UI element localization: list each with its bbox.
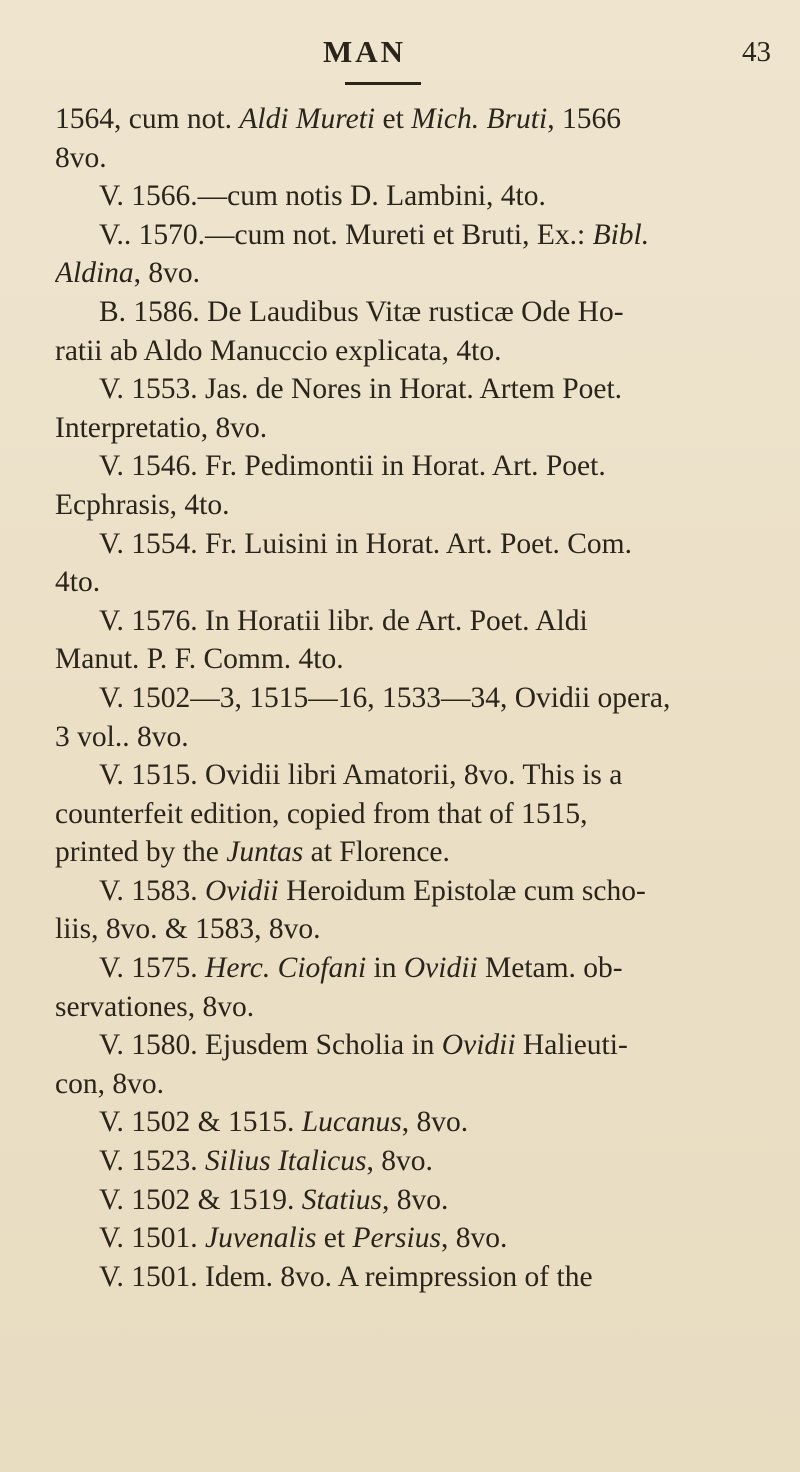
text-segment: con, 8vo.: [55, 1067, 164, 1100]
text-line: [55, 1258, 760, 1297]
text-line: [55, 1219, 760, 1258]
text-line: [55, 525, 760, 564]
text-line: [55, 756, 760, 795]
text-line: [55, 447, 760, 486]
text-line: [55, 718, 760, 757]
text-segment: 3 vol.. 8vo.: [55, 720, 189, 753]
italic-text: Aldi Mureti: [239, 103, 376, 135]
text-line: [55, 1103, 760, 1142]
text-segment: Heroidum Epistolæ cum scho-: [278, 874, 646, 907]
italic-text: Juvenalis: [205, 1222, 317, 1255]
text-segment: V. 1546. Fr. Pedimontii in Horat. Art. Poet.: [99, 450, 606, 483]
text-segment: 1564, cum not.: [55, 103, 240, 135]
italic-text: Ovidii: [403, 952, 478, 985]
text-segment: , 8vo.: [440, 1222, 508, 1255]
text-line: [55, 602, 760, 641]
text-line: [55, 910, 760, 949]
text-segment: V. 1501.: [99, 1222, 206, 1255]
page-number: 43: [742, 36, 771, 68]
page-header: [0, 34, 800, 74]
text-line: [55, 640, 760, 679]
text-line: [55, 1026, 760, 1065]
italic-text: Ovidii: [205, 874, 279, 907]
text-line: [55, 872, 760, 911]
text-segment: V. 1580. Ejusdem Scholia in: [99, 1029, 442, 1062]
italic-text: Herc. Ciofani: [205, 952, 367, 985]
text-line: [55, 1181, 760, 1220]
text-segment: at Florence.: [303, 836, 450, 869]
text-line: [55, 486, 760, 525]
text-line: [55, 563, 760, 602]
text-segment: V. 1575.: [99, 952, 206, 985]
italic-text: Bruti: [486, 103, 548, 135]
text-segment: Ecphrasis, 4to.: [55, 488, 230, 521]
italic-text: Ovidii: [441, 1029, 516, 1062]
text-line: [55, 833, 760, 872]
text-segment: , 8vo.: [382, 1183, 449, 1216]
catalogue-entries: [55, 100, 760, 1296]
text-line: [55, 795, 760, 834]
text-segment: V.. 1570.—cum not. Mureti et Bruti, Ex.:: [99, 218, 593, 251]
text-line: [55, 409, 760, 448]
text-segment: Halieuti-: [515, 1029, 628, 1062]
text-line: [55, 949, 760, 988]
text-segment: [479, 103, 486, 135]
italic-text: Aldina: [55, 257, 134, 290]
italic-text: Statius: [301, 1183, 383, 1216]
text-segment: , 8vo.: [133, 257, 201, 290]
text-segment: 8vo.: [55, 141, 107, 174]
italic-text: Persius: [352, 1222, 441, 1255]
header-rule: [345, 82, 421, 85]
text-segment: liis, 8vo. & 1583, 8vo.: [55, 913, 321, 946]
text-line: [55, 100, 760, 139]
text-line: [55, 988, 760, 1027]
text-segment: et: [375, 103, 412, 135]
text-line: [55, 139, 760, 178]
text-line: [55, 332, 760, 371]
text-segment: Manut. P. F. Comm. 4to.: [55, 643, 344, 676]
text-segment: et: [316, 1222, 353, 1255]
text-line: [55, 1065, 760, 1104]
text-segment: V. 1553. Jas. de Nores in Horat. Artem Poet.: [99, 373, 623, 406]
text-segment: V. 1566.—cum notis D. Lambini, 4to.: [99, 180, 546, 213]
text-segment: 4to.: [55, 566, 101, 599]
text-segment: V. 1554. Fr. Luisini in Horat. Art. Poet. Com.: [99, 527, 632, 560]
running-title: MAN: [323, 34, 407, 69]
text-segment: ratii ab Aldo Manuccio explicata, 4to.: [55, 334, 502, 367]
italic-text: Silius Italicus: [205, 1145, 367, 1178]
text-segment: in: [366, 952, 404, 985]
text-segment: , 8vo.: [401, 1106, 469, 1139]
italic-text: Mich.: [411, 103, 480, 135]
text-line: [55, 679, 760, 718]
text-line: [55, 254, 760, 293]
text-segment: printed by the: [55, 836, 227, 869]
text-segment: V. 1502 & 1515.: [99, 1106, 302, 1139]
italic-text: Lucanus: [301, 1106, 402, 1139]
italic-text: Bibl.: [592, 218, 650, 251]
text-line: [55, 177, 760, 216]
text-line: [55, 293, 760, 332]
text-segment: servationes, 8vo.: [55, 990, 255, 1023]
text-segment: , 1566: [547, 103, 621, 135]
text-segment: V. 1576. In Horatii libr. de Art. Poet. Aldi: [99, 604, 588, 637]
text-segment: V. 1515. Ovidii libri Amatorii, 8vo. This is a: [99, 759, 623, 792]
text-segment: V. 1583.: [99, 874, 206, 907]
italic-text: Juntas: [226, 836, 304, 869]
text-segment: V. 1501. Idem. 8vo. A reimpression of the: [99, 1260, 593, 1293]
text-segment: , 8vo.: [366, 1145, 433, 1178]
text-segment: B. 1586. De Laudibus Vitæ rusticæ Ode Ho-: [99, 295, 624, 328]
text-segment: V. 1502—3, 1515—16, 1533—34, Ovidii opera,: [99, 681, 671, 714]
text-line: [55, 370, 760, 409]
text-segment: V. 1523.: [99, 1145, 206, 1178]
text-segment: counterfeit edition, copied from that of 1515,: [55, 797, 588, 830]
text-segment: V. 1502 & 1519.: [99, 1183, 302, 1216]
text-segment: Metam. ob-: [477, 952, 623, 985]
text-line: [55, 1142, 760, 1181]
text-segment: Interpretatio, 8vo.: [55, 411, 268, 444]
text-line: [55, 216, 760, 255]
